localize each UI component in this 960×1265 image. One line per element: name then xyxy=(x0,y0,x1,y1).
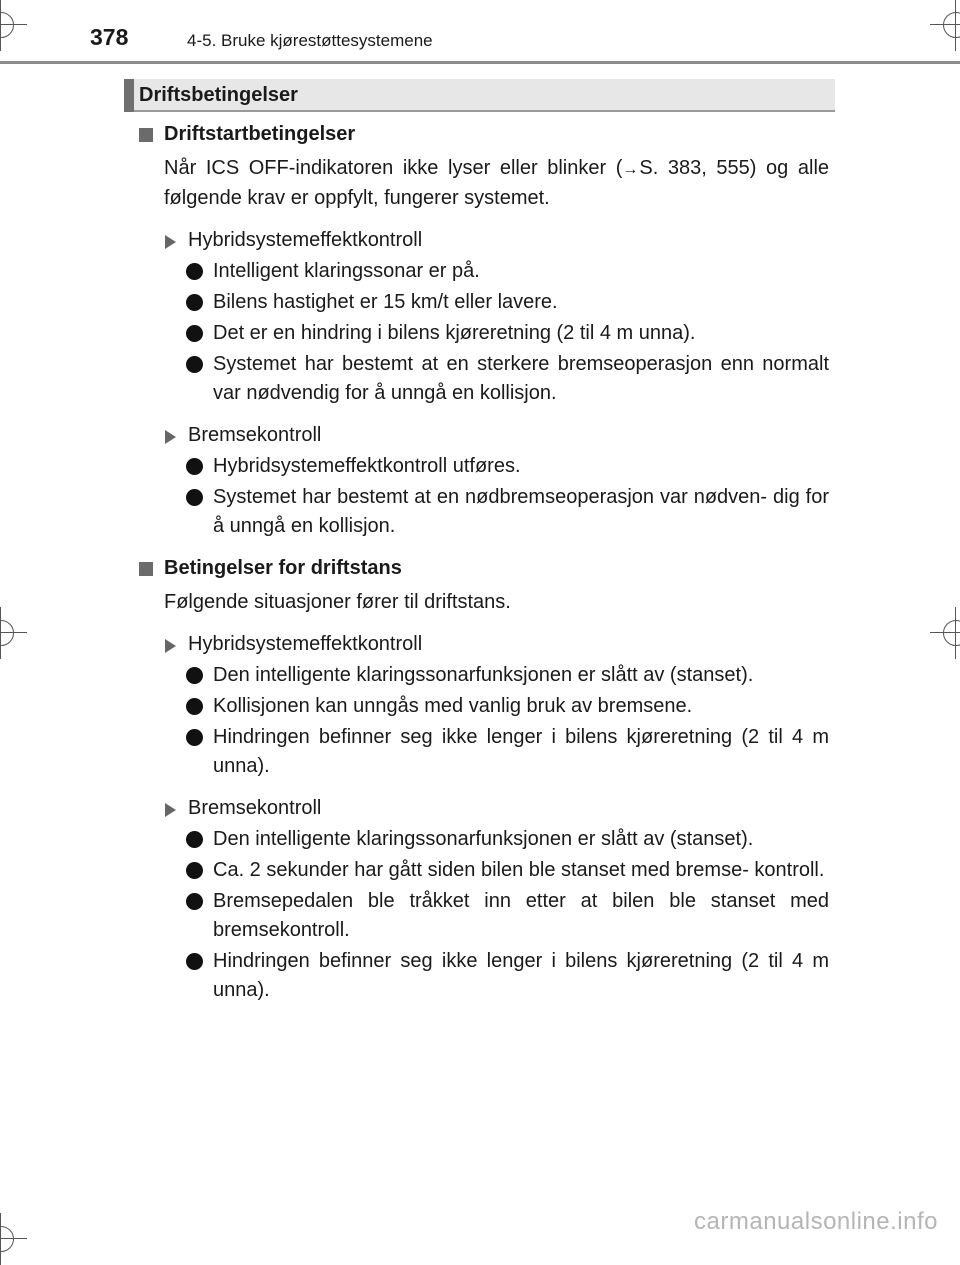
list-item: Det er en hindring i bilens kjøreretning (2 til 4 m unna). xyxy=(139,319,829,348)
round-bullet-icon xyxy=(186,698,203,715)
triangle-bullet-icon xyxy=(165,430,176,444)
list-item: Systemet har bestemt at en nødbremseoperasjon var nødven- dig for å unngå en kollisjon. xyxy=(139,483,829,541)
square-bullet-icon xyxy=(139,562,153,576)
round-bullet-icon xyxy=(186,667,203,684)
round-bullet-icon xyxy=(186,294,203,311)
round-bullet-icon xyxy=(186,458,203,475)
group-label: Bremsekontroll xyxy=(139,421,829,450)
list-item: Den intelligente klaringssonarfunksjonen er slått av (stanset). xyxy=(139,825,829,854)
list-item: Bremsepedalen ble tråkket inn etter at bilen ble stanset med bremsekontroll. xyxy=(139,887,829,945)
triangle-bullet-icon xyxy=(165,639,176,653)
triangle-bullet-icon xyxy=(165,803,176,817)
round-bullet-icon xyxy=(186,862,203,879)
list-item: Intelligent klaringssonar er på. xyxy=(139,257,829,286)
round-bullet-icon xyxy=(186,356,203,373)
subheading-stop-conditions: Betingelser for driftstans xyxy=(139,554,829,583)
list-item: Bilens hastighet er 15 km/t eller lavere. xyxy=(139,288,829,317)
section-accent xyxy=(124,79,134,112)
list-item: Ca. 2 sekunder har gått siden bilen ble stanset med bremse- kontroll. xyxy=(139,856,829,885)
crop-mark-bottom-left xyxy=(0,1226,14,1252)
stop-conditions-intro: Følgende situasjoner fører til driftstans. xyxy=(164,591,511,613)
page-number: 378 xyxy=(90,24,129,50)
start-conditions-intro: Når ICS OFF-indikatoren ikke lyser eller blinker (→S. 383, 555) og alle følgende krav er oppfylt, fungerer systemet. xyxy=(164,157,830,209)
crop-mark-mid-right xyxy=(943,620,960,646)
cross-reference-link[interactable]: S. 383, 555 xyxy=(639,157,750,179)
group-label: Hybridsystemeffektkontroll xyxy=(139,630,829,659)
list-item: Hybridsystemeffektkontroll utføres. xyxy=(139,452,829,481)
crop-mark-top-left xyxy=(0,12,14,38)
round-bullet-icon xyxy=(186,263,203,280)
round-bullet-icon xyxy=(186,831,203,848)
section-title-bar xyxy=(124,79,835,112)
round-bullet-icon xyxy=(186,489,203,506)
header-rule xyxy=(0,61,960,64)
triangle-bullet-icon xyxy=(165,235,176,249)
list-item: Hindringen befinner seg ikke lenger i bilens kjøreretning (2 til 4 m unna). xyxy=(139,947,829,1005)
square-bullet-icon xyxy=(139,128,153,142)
list-item: Systemet har bestemt at en sterkere bremseoperasjon enn normalt var nødvendig for å unngå en kollisjon. xyxy=(139,350,829,408)
section-title: Driftsbetingelser xyxy=(139,84,298,106)
round-bullet-icon xyxy=(186,893,203,910)
round-bullet-icon xyxy=(186,953,203,970)
list-item: Hindringen befinner seg ikke lenger i bilens kjøreretning (2 til 4 m unna). xyxy=(139,723,829,781)
crop-mark-top-right xyxy=(943,12,960,38)
round-bullet-icon xyxy=(186,729,203,746)
watermark: carmanualsonline.info xyxy=(694,1208,938,1235)
subheading-start-conditions: Driftstartbetingelser xyxy=(139,120,829,149)
group-label: Hybridsystemeffektkontroll xyxy=(139,226,829,255)
list-item: Den intelligente klaringssonarfunksjonen er slått av (stanset). xyxy=(139,661,829,690)
list-item: Kollisjonen kan unngås med vanlig bruk av bremsene. xyxy=(139,692,829,721)
cross-reference-arrow-icon: → xyxy=(622,161,639,178)
running-head: 4-5. Bruke kjørestøttesystemene xyxy=(187,31,433,50)
page-content xyxy=(139,120,829,1005)
crop-mark-mid-left xyxy=(0,620,14,646)
round-bullet-icon xyxy=(186,325,203,342)
group-label: Bremsekontroll xyxy=(139,794,829,823)
